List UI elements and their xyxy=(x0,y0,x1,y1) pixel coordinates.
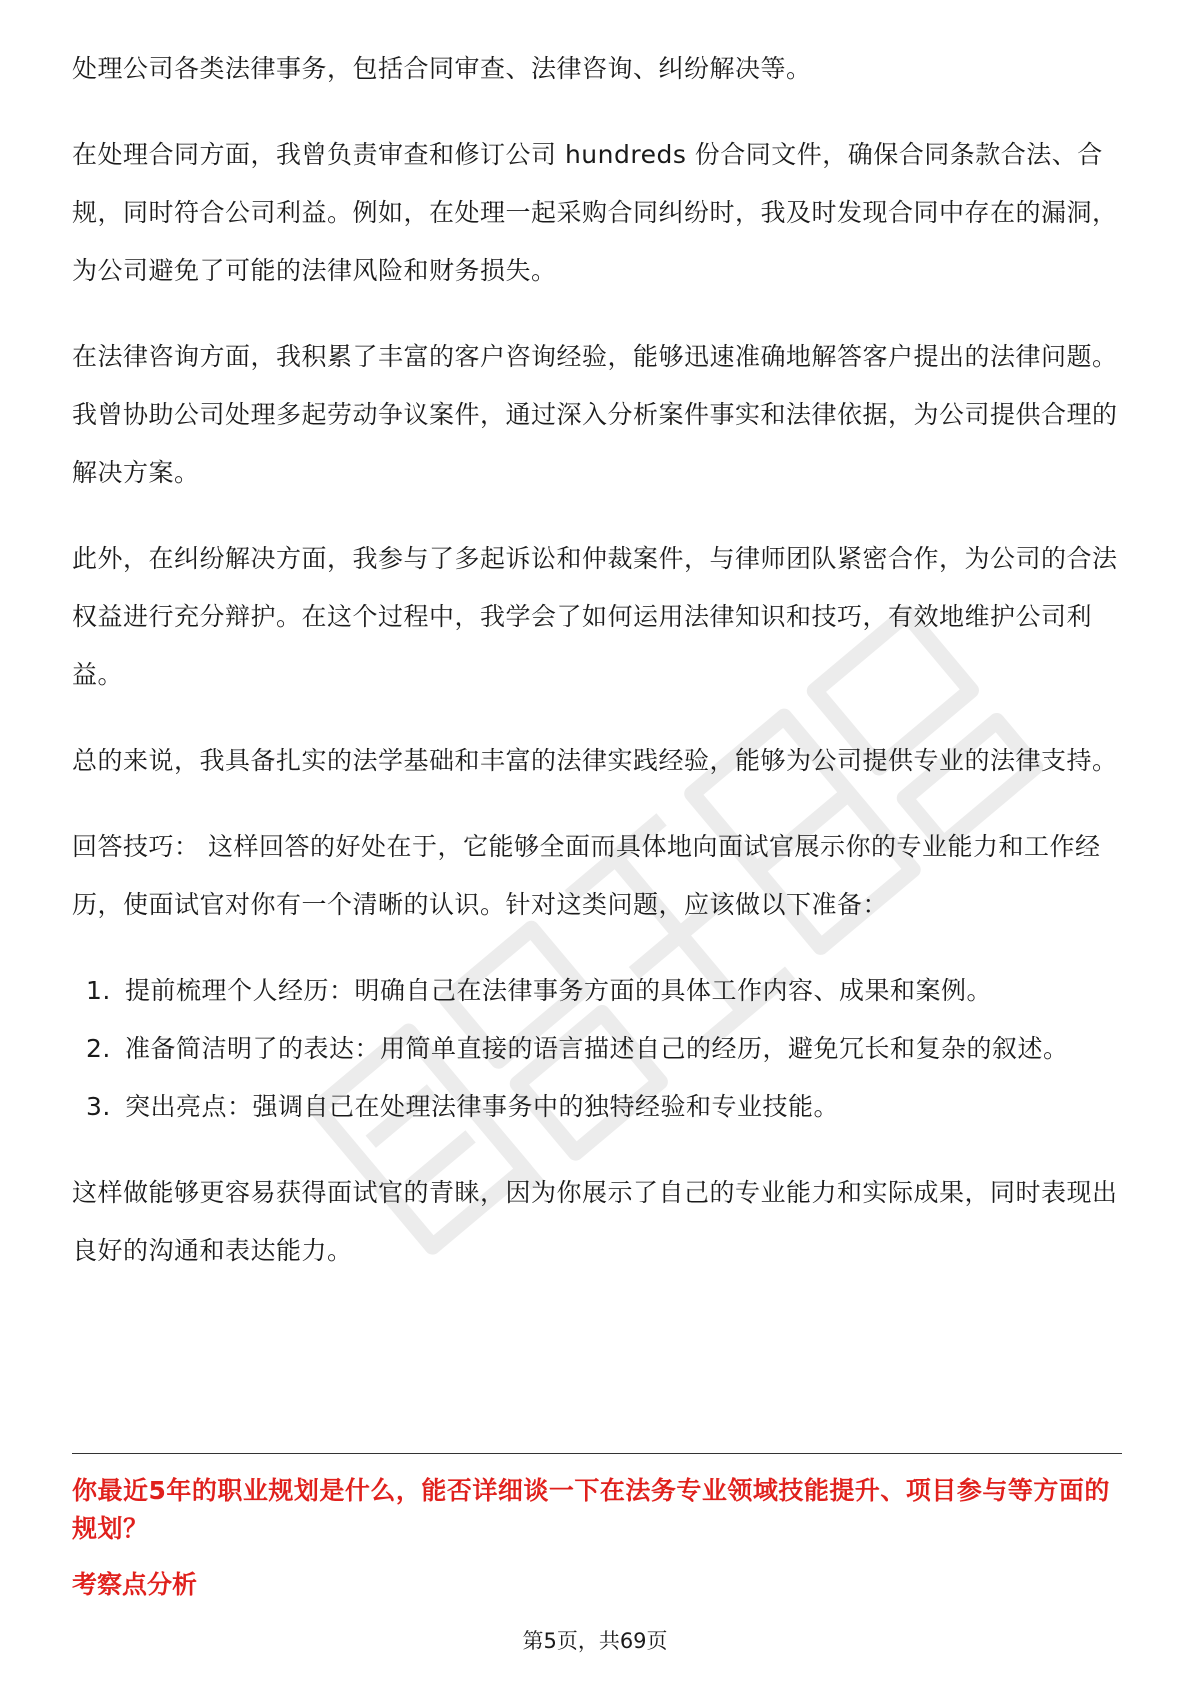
list-number: 3. xyxy=(86,1092,111,1121)
paragraph: 处理公司各类法律事务，包括合同审查、法律咨询、纠纷解决等。 xyxy=(72,54,812,83)
section-divider xyxy=(72,1453,1122,1454)
tips-list xyxy=(72,962,1122,1136)
next-question-heading: 你最近5年的职业规划是什么，能否详细谈一下在法务专业领域技能提升、项目参与等方面的规划？ xyxy=(72,1476,1110,1543)
paragraph: 此外，在纠纷解决方面，我参与了多起诉讼和仲裁案件，与律师团队紧密合作，为公司的合法权益进行充分辩护。在这个过程中，我学会了如何运用法律知识和技巧，有效地维护公司利益。 xyxy=(72,544,1118,689)
list-number: 1. xyxy=(86,976,111,1005)
main-content xyxy=(72,40,1122,1308)
list-item xyxy=(72,962,1122,1020)
list-item-text: 突出亮点：强调自己在处理法律事务中的独特经验和专业技能。 xyxy=(125,1092,840,1121)
answer-tips-intro: 回答技巧： 这样回答的好处在于，它能够全面而具体地向面试官展示你的专业能力和工作经历，使面试官对你有一个清晰的认识。针对这类问题，应该做以下准备： xyxy=(72,832,1101,919)
list-item-text: 准备简洁明了的表达：用简单直接的语言描述自己的经历，避免冗长和复杂的叙述。 xyxy=(125,1034,1069,1063)
paragraph: 在法律咨询方面，我积累了丰富的客户咨询经验，能够迅速准确地解答客户提出的法律问题。我曾协助公司处理多起劳动争议案件，通过深入分析案件事实和法律依据，为公司提供合理的解决方案。 xyxy=(72,342,1118,487)
section-title: 考察点分析 xyxy=(72,1570,198,1599)
list-item xyxy=(72,1078,1122,1136)
list-number: 2. xyxy=(86,1034,111,1063)
paragraph: 在处理合同方面，我曾负责审查和修订公司 hundreds 份合同文件，确保合同条款合法、合规，同时符合公司利益。例如，在处理一起采购合同纠纷时，我及时发现合同中存在的漏洞，为公司避免了可能的法律风险和财务损失。 xyxy=(72,140,1118,285)
closing-paragraph: 这样做能够更容易获得面试官的青睐，因为你展示了自己的专业能力和实际成果，同时表现出良好的沟通和表达能力。 xyxy=(72,1178,1118,1265)
page-number: 第5页，共69页 xyxy=(522,1629,668,1653)
paragraph: 总的来说，我具备扎实的法学基础和丰富的法律实践经验，能够为公司提供专业的法律支持。 xyxy=(72,746,1118,775)
list-item xyxy=(72,1020,1122,1078)
list-item-text: 提前梳理个人经历：明确自己在法律事务方面的具体工作内容、成果和案例。 xyxy=(125,976,993,1005)
